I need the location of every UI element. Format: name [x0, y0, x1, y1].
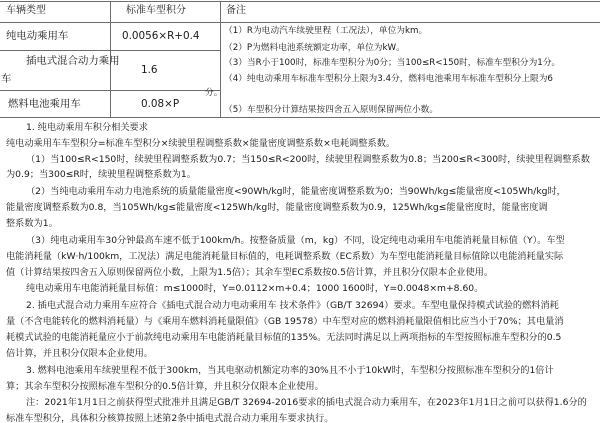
body-line-8: （3）纯电动乘用车30分钟最高车速不低于100km/h。按整备质量（m，kg）不同，设定纯电动乘用车电能消耗量目标值（Y）。车型 — [26, 235, 565, 246]
row-fcev-formula: 0.08×P — [141, 98, 180, 110]
row-phev-type-line2: 车 — [1, 73, 12, 85]
remark-2: （2）P为燃料电池系统额定功率，单位为kW。 — [224, 43, 405, 53]
body-line-5: （2）当纯电动乘用车动力电池系统的质量能量密度<90Wh/kg时，能量密度调整系数为0；当90Wh/kg≤能量密度<105Wh/kg时， — [26, 186, 566, 197]
section-3-line-2: 算；其余车型积分按照标准车型积分的0.5倍计算，并且积分仅限本企业使用。 — [6, 381, 324, 392]
section-2-line-4: 倍计算，并且积分仅限本企业使用。 — [6, 348, 153, 359]
body-line-9: 电能消耗量（kW·h/100km，工况法）满足电能消耗量目标值的，电耗调整系数（EC系数）为车型电能消耗量目标值除以电能消耗量实际 — [6, 251, 564, 262]
table-top-border — [0, 1, 600, 2]
header-remarks: 备注 — [226, 5, 246, 16]
note-line-1: 注：2021年1月1日之前获得型式批准并且满足GB/T 32694-2016要求的插电式混合动力乘用车，在2023年1月1日之前可以获得1.6分的 — [26, 397, 587, 408]
note-line-2: 标准车型积分，具体积分核算按照上述第2条中插电式混合动力乘用车要求执行。 — [6, 413, 334, 423]
body-line-4: 为0.9；当300≤R时，续驶里程调整系数为1。 — [6, 169, 196, 180]
section-2-line-2: 量（不含电能转化的燃料消耗量）与《乘用车燃料消耗量限值》（GB 19578）中车型对应的燃料消耗量限值相比应当小于70%；其电量消 — [6, 316, 564, 327]
table-bottom-border — [0, 117, 600, 118]
body-line-3: （1）当100≤R<150时，续驶里程调整系数为0.7；当150≤R<200时，续驶里程调整系数为0.8；当200≤R<300时，续驶里程调整系数 — [26, 154, 590, 165]
row-bev-type: 纯电动乘用车 — [6, 30, 69, 42]
remark-5: （5）车型积分计算结果按四舍五入原则保留两位小数。 — [224, 105, 439, 115]
row-phev-formula: 1.6 — [141, 64, 158, 76]
header-standard-score: 标准车型积分 — [126, 5, 186, 16]
row-bev-formula: 0.0056×R+0.4 — [122, 30, 200, 42]
body-line-11: 纯电动乘用车电能消耗量目标值：m≤1000时，Y=0.0112×m+0.4；1000 1600时，Y=0.0048×m+8.60。 — [26, 283, 484, 294]
body-line-7: 整系数为1。 — [6, 218, 58, 229]
section-2-line-3: 耗模式试验的电能消耗量应小于前款纯电动乘用车电能消耗量目标值的135%。无法同时满足以上两项指标的车型按照标准车型积分的0.5 — [6, 332, 562, 343]
section-3-line-1: 3. 燃料电池乘用车续驶里程不低于300km，当其电驱动机额定功率的30%且不小于10kW时，车型积分按照标准车型积分的1倍计 — [26, 365, 554, 376]
body-line-10: 值（计算结果按四舍五入原则保留两位小数，上限为1.5倍）；其余车型EC系数按0.5倍计算，并且积分仅限本企业使用。 — [6, 267, 494, 278]
header-vehicle-type: 车辆类型 — [6, 5, 46, 16]
remark-1: （1）R为电动汽车续驶里程（工况法），单位为km。 — [224, 26, 428, 36]
row-phev-type-line1: 插电式混合动力乘用 — [26, 55, 120, 67]
table-header-divider — [0, 22, 600, 23]
body-line-6: 能量密度调整系数为0.8，当105Wh/kg≤能量密度<125Wh/kg时，能量密度调整系数为0.9，125Wh/kg≤能量密度时，能量密度调 — [6, 202, 548, 213]
remark-3: （3）当R小于100时，标准车型积分为0分；当100≤R<150时，标准车型积分为1分。 — [224, 58, 561, 68]
row-fcev-type: 燃料电池乘用车 — [8, 98, 81, 110]
body-line-2: 纯电动乘用车车型积分=标准车型积分×续驶里程调整系数×能量密度调整系数×电耗调整系数。 — [6, 138, 396, 149]
column-divider-2 — [220, 1, 221, 117]
section-1-heading: 1. 纯电动乘用车积分相关要求 — [26, 122, 148, 133]
section-2-line-1: 2. 插电式混合动力乘用车应符合《插电式混合动力电动乘用车 技术条件》（GB/T 32694）要求。车型电量保持模式试验的燃料消耗 — [26, 300, 559, 311]
remark-4-continued: 分。 — [205, 88, 223, 98]
remark-4: （4）纯电动乘用车标准车型积分上限为3.4分，燃料电池乘用车标准车型积分上限为6 — [224, 74, 553, 84]
